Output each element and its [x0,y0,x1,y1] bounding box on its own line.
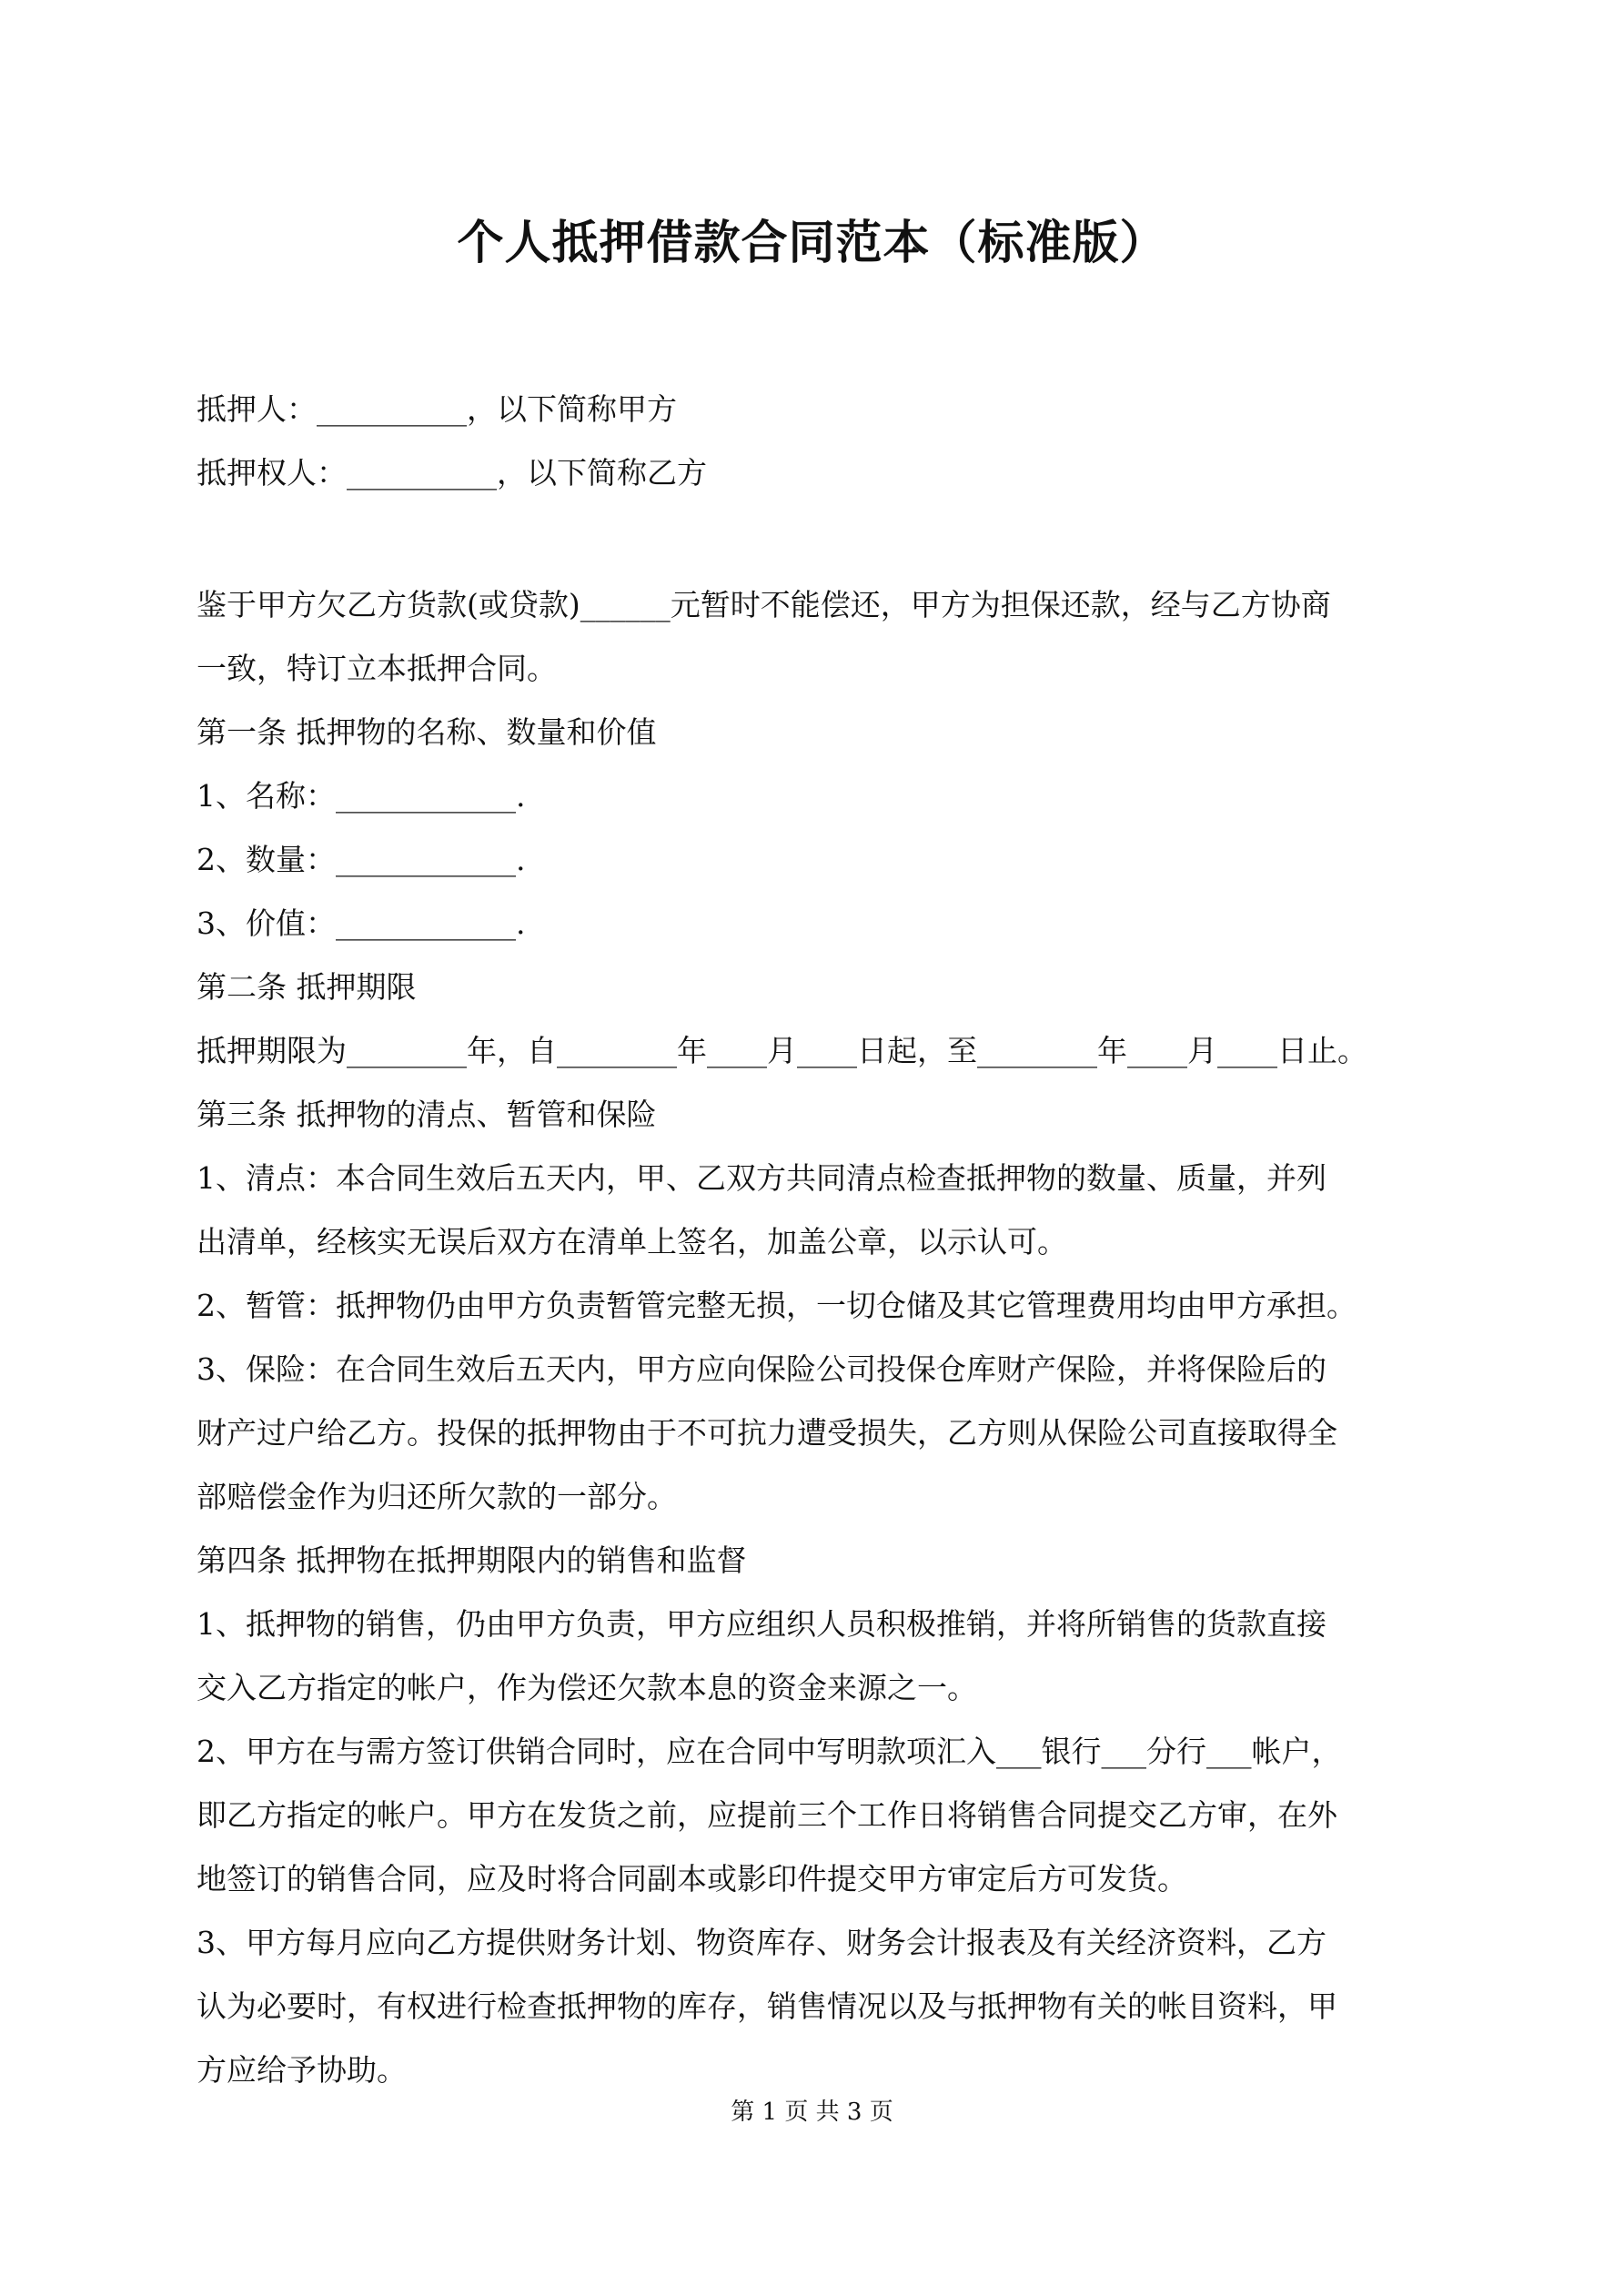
article-3-item-1-line-2: 出清单，经核实无误后双方在清单上签名，加盖公章，以示认可。 [197,1224,1067,1259]
article-2-heading: 第二条 抵押期限 [197,969,417,1005]
article-4-item-2-line-2: 即乙方指定的帐户。甲方在发货之前，应提前三个工作日将销售合同提交乙方审，在外 [197,1797,1337,1833]
article-4-item-3-line-2: 认为必要时，有权进行检查抵押物的库存，销售情况以及与抵押物有关的帐目资料，甲 [197,1988,1337,2024]
mortgagor-line: 抵押人：__________，以下简称甲方 [197,391,677,427]
article-1-item-quantity: 2、数量：____________. [197,842,526,877]
article-2-term: 抵押期限为________年，自________年____月____日起，至________年____月____日止。 [197,1033,1367,1068]
article-1-item-name: 1、名称：____________. [197,778,526,814]
article-3-item-3-line-3: 部赔偿金作为归还所欠款的一部分。 [197,1479,677,1514]
mortgagee-line: 抵押权人：__________，以下简称乙方 [197,455,707,491]
article-4-item-1-line-2: 交入乙方指定的帐户，作为偿还欠款本息的资金来源之一。 [197,1670,977,1705]
article-4-item-3-line-1: 3、甲方每月应向乙方提供财务计划、物资库存、财务会计报表及有关经济资料，乙方 [197,1925,1326,1960]
article-4-item-3-line-3: 方应给予协助。 [197,2052,407,2088]
article-4-item-2-line-1: 2、甲方在与需方签订供销合同时，应在合同中写明款项汇入___银行___分行___帐户， [197,1734,1342,1769]
page-title: 个人抵押借款合同范本（标准版） [457,216,1167,270]
article-4-item-1-line-1: 1、抵押物的销售，仍由甲方负责，甲方应组织人员积极推销，并将所销售的货款直接 [197,1606,1326,1642]
article-3-item-3-line-1: 3、保险：在合同生效后五天内，甲方应向保险公司投保仓库财产保险，并将保险后的 [197,1351,1326,1387]
article-3-item-1-line-1: 1、清点：本合同生效后五天内，甲、乙双方共同清点检查抵押物的数量、质量，并列 [197,1160,1326,1196]
article-3-heading: 第三条 抵押物的清点、暂管和保险 [197,1097,657,1132]
article-1-heading: 第一条 抵押物的名称、数量和价值 [197,714,657,750]
article-4-heading: 第四条 抵押物在抵押期限内的销售和监督 [197,1542,747,1578]
preamble-line-2: 一致，特订立本抵押合同。 [197,651,557,686]
article-4-item-2-line-3: 地签订的销售合同，应及时将合同副本或影印件提交甲方审定后方可发货。 [197,1861,1187,1896]
article-3-item-3-line-2: 财产过户给乙方。投保的抵押物由于不可抗力遭受损失，乙方则从保险公司直接取得全 [197,1415,1337,1451]
article-3-item-2: 2、暂管：抵押物仍由甲方负责暂管完整无损，一切仓储及其它管理费用均由甲方承担。 [197,1288,1357,1323]
preamble-line-1: 鉴于甲方欠乙方货款(或贷款)______元暂时不能偿还，甲方为担保还款，经与乙方协商 [197,587,1331,622]
page-footer: 第 1 页 共 3 页 [731,2099,893,2126]
article-1-item-value: 3、价值：____________. [197,905,526,941]
